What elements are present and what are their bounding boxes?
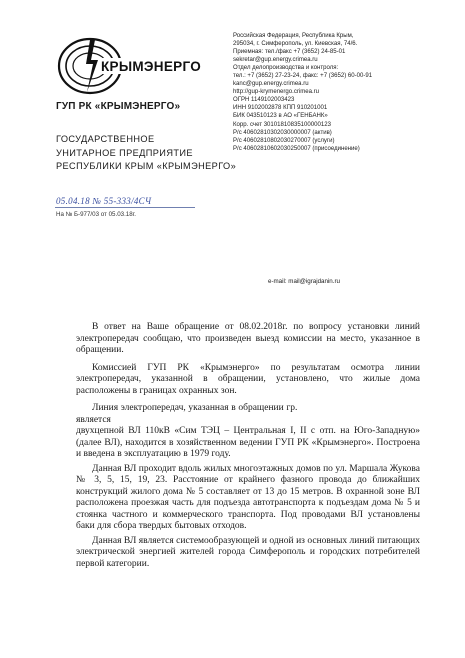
org-full-line: РЕСПУБЛИКИ КРЫМ «КРЫМЭНЕРГО» [56, 161, 237, 171]
paragraph: двухцепной ВЛ 110кВ «Сим ТЭЦ – Центральная I, II с отп. на Юго-Западную» (далее ВЛ), находится в хозяйственном ведении ГУП РК «Крымэнерго». Построена и введена в эксплуатацию в 1979 году. [76, 426, 420, 459]
requisites-block [233, 32, 461, 153]
logo-wordmark: КРЫМЭНЕРГО [101, 59, 202, 74]
requisite-line: БИК 043510123 в АО «ГЕНБАНК» [233, 113, 328, 120]
requisite-line: ИНН 9102002878 КПП 910201001 [233, 105, 328, 112]
requisite-line: http://gup-krymenergo.crimea.ru [233, 89, 320, 96]
requisite-line: Российская Федерация, Республика Крым, [233, 33, 354, 39]
paragraph-text: Линия электропередач, указанная в обращении гр. [92, 403, 298, 413]
requisite-line: Р/с 40602810802030270007 (услуги) [233, 137, 335, 144]
requisite-line: ОГРН 1149102003423 [233, 97, 295, 104]
recipient-email: e-mail: mail@igrajdanin.ru [268, 278, 340, 285]
org-full-name [56, 133, 236, 174]
requisite-line: 295034, г. Симферополь, ул. Киевская, 74/6. [233, 41, 358, 48]
paragraph: Комиссией ГУП РК «Крымэнерго» по результатам осмотра линии электропередач, указанной в обращении, установлено, что жилые дома расположены в границах охранных зон. [76, 362, 420, 396]
requisite-line: sekretar@gup.energy.crimea.ru [233, 57, 318, 64]
requisite-line: Отдел делопроизводства и контроля: [233, 65, 339, 72]
paragraph: Данная ВЛ является системообразующей и одной из основных линий питающих электрической энергией жителей города Симферополь и городских потребителей первой категории. [76, 535, 420, 569]
paragraph [76, 403, 420, 426]
org-full-line: УНИТАРНОЕ ПРЕДПРИЯТИЕ [56, 147, 193, 158]
paragraph: Данная ВЛ проходит вдоль жилых многоэтажных домов по ул. Маршала Жукова № 3, 5, 15, 19, 23. Расстояние от крайнего фазного провода до ближайших конструкций жилого дома № 5 составляет от 13 до 15 метров. В охранной зоне ВЛ расположена проезжая часть для подъезда автотранспорта к подъездам дома № 5 и стоянка частного и коммерческого транспорта. Под проводами ВЛ установлены баки для сбора твердых бытовых отходов. [76, 463, 420, 531]
reply-reference: На № Б-977/03 от 05.03.18г. [56, 211, 136, 218]
requisite-line: Р/с 40602810602030250007 (присоединение) [233, 145, 360, 152]
letter-body [76, 322, 420, 573]
requisite-line: Р/с 40602810302030000007 (актив) [233, 129, 332, 136]
paragraph-text: является [76, 414, 111, 425]
paragraph: В ответ на Ваше обращение от 08.02.2018г. по вопросу установки линий электропередач сообщаю, что произведен выезд комиссии на место, указанное в обращении. [76, 322, 420, 355]
krymenergo-logo [56, 34, 202, 110]
requisite-line: Приемная: тел./факс +7 (3652) 24-85-01 [233, 49, 346, 56]
org-short-name: ГУП РК «КРЫМЭНЕРГО» [56, 101, 181, 112]
outgoing-number: 05.04.18 № 55-333/4СЧ [56, 196, 152, 206]
requisite-line: Корр. счет 30101810835100000123 [233, 121, 331, 128]
outgoing-underline [55, 207, 195, 208]
org-full-line: ГОСУДАРСТВЕННОЕ [56, 134, 155, 144]
requisite-line: тел.: +7 (3652) 27-23-24, факс: +7 (3652) 60-00-91 [233, 73, 373, 80]
requisite-line: kanc@gup.energy.crimea.ru [233, 81, 309, 88]
